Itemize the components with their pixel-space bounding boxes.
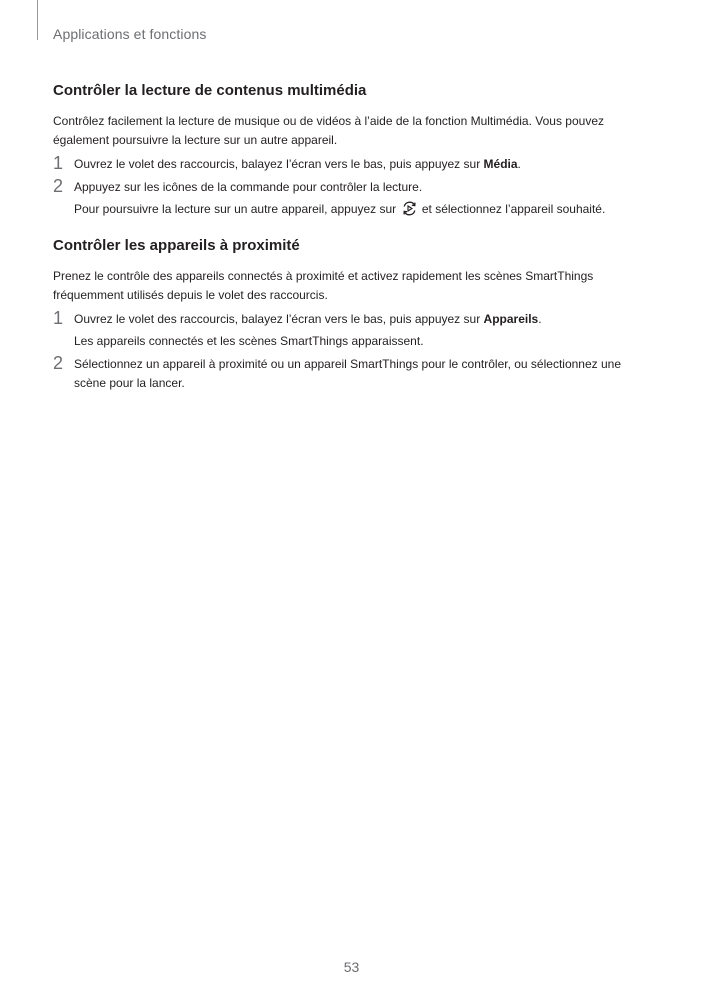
step-text bbox=[74, 155, 653, 174]
step-2 bbox=[53, 178, 653, 219]
step-text-part: et sélectionnez l’appareil souhaité. bbox=[418, 202, 606, 216]
step-1 bbox=[53, 310, 653, 351]
step-number: 1 bbox=[53, 308, 64, 328]
step-1 bbox=[53, 155, 653, 174]
section-intro: Contrôlez facilement la lecture de musique ou de vidéos à l’aide de la fonction Multimédia. Vous pouvez également poursuivre la lecture sur un autre appareil. bbox=[53, 114, 604, 147]
step-text-part: . bbox=[517, 157, 521, 171]
emphasis-media: Média bbox=[483, 157, 518, 171]
section-heading: Contrôler la lecture de contenus multimédia bbox=[53, 82, 367, 99]
page-content bbox=[53, 82, 653, 397]
step-subtext: Les appareils connectés et les scènes SmartThings apparaissent. bbox=[74, 334, 424, 348]
section-heading: Contrôler les appareils à proximité bbox=[53, 237, 300, 254]
step-2 bbox=[53, 355, 653, 393]
step-text: Sélectionnez un appareil à proximité ou un appareil SmartThings pour le contrôler, ou sélectionnez une scène pour la lancer. bbox=[74, 357, 621, 390]
section-nearby-devices bbox=[53, 237, 653, 393]
step-text-part: Pour poursuivre la lecture sur un autre appareil, appuyez sur bbox=[74, 202, 400, 216]
step-number: 2 bbox=[53, 176, 64, 196]
corner-rule bbox=[37, 0, 38, 40]
step-number: 2 bbox=[53, 353, 64, 373]
step-text: Appuyez sur les icônes de la commande pour contrôler la lecture. bbox=[74, 180, 423, 194]
step-text-part: Ouvrez le volet des raccourcis, balayez l’écran vers le bas, puis appuyez sur bbox=[74, 312, 484, 326]
step-text-part: . bbox=[538, 312, 542, 326]
section-media-playback bbox=[53, 82, 653, 219]
emphasis-devices: Appareils bbox=[483, 312, 539, 326]
step-number: 1 bbox=[53, 153, 64, 173]
section-intro: Prenez le contrôle des appareils connectés à proximité et activez rapidement les scènes SmartThings fréquemment utilisés depuis le volet des raccourcis. bbox=[53, 269, 594, 302]
running-header: Applications et fonctions bbox=[53, 26, 207, 42]
page-number: 53 bbox=[343, 959, 360, 975]
step-subtext bbox=[74, 200, 653, 219]
playback-device-switch-icon bbox=[401, 200, 418, 217]
step-text bbox=[74, 310, 653, 329]
step-text-part: Ouvrez le volet des raccourcis, balayez l’écran vers le bas, puis appuyez sur bbox=[74, 157, 484, 171]
